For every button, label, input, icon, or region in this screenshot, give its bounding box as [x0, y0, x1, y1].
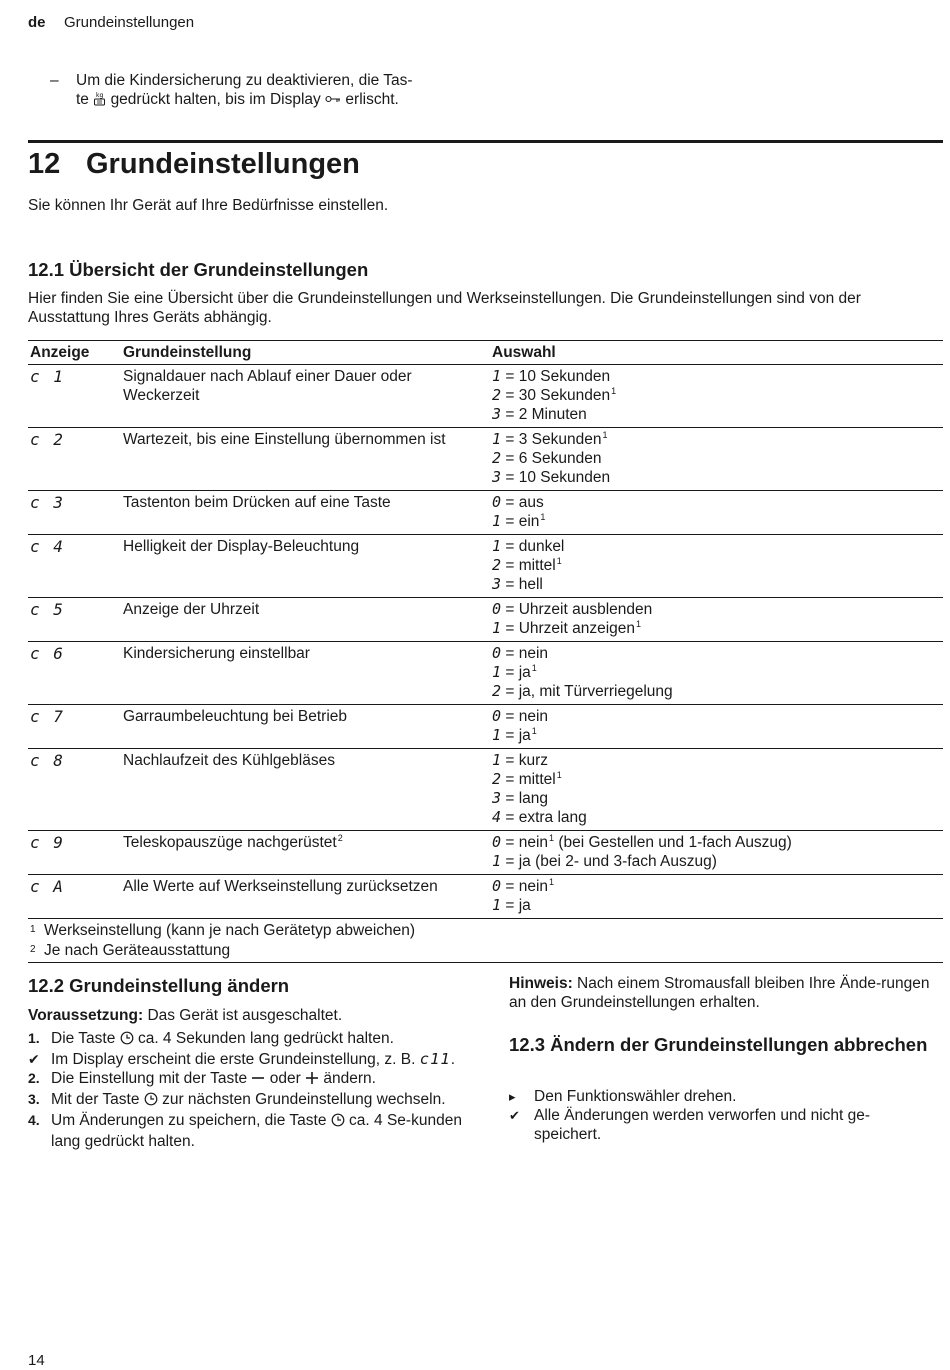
option-line [492, 468, 943, 487]
instruction-list [28, 1029, 468, 1151]
table-row [28, 428, 943, 491]
option-line [492, 512, 943, 531]
step-number: 1. [28, 1030, 40, 1046]
display-code: c 8 [28, 749, 121, 831]
step-text: Den Funktionswähler drehen. [534, 1088, 737, 1105]
option-line [492, 430, 943, 449]
option-text: = hell [505, 576, 543, 593]
display-code: c 6 [28, 642, 121, 705]
footnote-ref: 1 [611, 386, 617, 396]
option-key: 1 [492, 512, 502, 530]
chapter-intro: Sie können Ihr Gerät auf Ihre Bedürfnisse einstellen. [28, 197, 389, 214]
option-line [492, 707, 943, 726]
dash-marker: – [50, 72, 59, 89]
option-key: 0 [492, 644, 502, 662]
footnote-ref: 1 [556, 770, 562, 780]
option-line [492, 896, 943, 915]
option-line [492, 789, 943, 808]
step-text: ca. 4 Se-kunden lang gedrückt halten. [51, 1112, 462, 1150]
setting-description [121, 365, 490, 428]
instruction-step [28, 1029, 468, 1050]
option-text: = ein [505, 513, 540, 530]
column-header-anzeige: Anzeige [28, 341, 121, 365]
footnote-ref: 1 [602, 430, 608, 440]
clock-icon [120, 1031, 134, 1050]
step-number: 3. [28, 1091, 40, 1107]
minus-icon [251, 1071, 265, 1090]
option-key: 2 [492, 682, 502, 700]
table-row [28, 749, 943, 831]
table-row [28, 535, 943, 598]
options-cell [490, 365, 943, 428]
setting-description [121, 535, 490, 598]
option-text: = 30 Sekunden [505, 387, 611, 404]
setting-text: Helligkeit der Display-Beleuchtung [123, 538, 360, 555]
step-text: Die Taste [51, 1030, 120, 1047]
column-header-auswahl: Auswahl [490, 341, 943, 365]
option-key: 0 [492, 707, 502, 725]
step-number: 4. [28, 1112, 40, 1128]
option-extra: (bei Gestellen und 1-fach Auszug) [554, 834, 792, 851]
table-row [28, 642, 943, 705]
option-text: = nein [505, 834, 549, 851]
option-line [492, 852, 943, 871]
instruction-step [28, 1090, 468, 1111]
option-text: = ja, mit Türverriegelung [505, 683, 673, 700]
option-key: 1 [492, 367, 502, 385]
options-cell [490, 642, 943, 705]
setting-description [121, 749, 490, 831]
option-line [492, 644, 943, 663]
setting-text: Nachlaufzeit des Kühlgebläses [123, 752, 335, 769]
option-line [492, 663, 943, 682]
option-line [492, 726, 943, 745]
display-code: c 1 [28, 365, 121, 428]
option-key: 1 [492, 726, 502, 744]
option-key: 0 [492, 877, 502, 895]
chapter-title: Grundeinstellungen [86, 148, 360, 180]
table-row [28, 598, 943, 642]
options-cell [490, 598, 943, 642]
option-key: 0 [492, 833, 502, 851]
option-text: = mittel [505, 557, 556, 574]
option-text: = 10 Sekunden [505, 469, 611, 486]
setting-description [121, 642, 490, 705]
options-cell [490, 831, 943, 875]
option-line [492, 682, 943, 701]
step-text: Alle Änderungen werden verworfen und nicht ge-speichert. [534, 1107, 871, 1143]
option-text: = extra lang [505, 809, 587, 826]
svg-text:kg: kg [96, 92, 104, 99]
setting-text: Signaldauer nach Ablauf einer Dauer oder Weckerzeit [123, 368, 412, 404]
intro-line2-b: gedrückt halten, bis im Display [110, 91, 321, 108]
step-text: zur nächsten Grundeinstellung wechseln. [157, 1091, 446, 1108]
setting-description [121, 598, 490, 642]
footnote-ref: 1 [531, 726, 537, 736]
options-cell [490, 875, 943, 919]
footnotes [28, 919, 943, 963]
table-header-row [28, 341, 943, 365]
step-text: ändern. [319, 1070, 376, 1087]
options-cell [490, 535, 943, 598]
option-text: = aus [505, 494, 544, 511]
option-key: 2 [492, 556, 502, 574]
option-key: 3 [492, 405, 502, 423]
display-code: c 5 [28, 598, 121, 642]
instruction-step [28, 1069, 468, 1090]
option-line [492, 770, 943, 789]
setting-description [121, 705, 490, 749]
step-text: Mit der Taste [51, 1091, 144, 1108]
option-text: = Uhrzeit anzeigen [505, 620, 636, 637]
footnote-ref: 1 [636, 619, 642, 629]
step-text: . [450, 1051, 456, 1068]
prerequisite-text: Das Gerät ist ausgeschaltet. [147, 1007, 343, 1024]
cancel-instruction-list [509, 1087, 934, 1144]
instruction-step [28, 1050, 468, 1069]
option-line [492, 600, 943, 619]
option-text: = mittel [505, 771, 556, 788]
step-number: 2. [28, 1070, 40, 1086]
footnote-ref: 1 [556, 556, 562, 566]
prerequisite-label: Voraussetzung: [28, 1007, 144, 1024]
option-text: = 3 Sekunden [505, 431, 602, 448]
option-text: = ja [505, 664, 531, 681]
section-intro-12-1: Hier finden Sie eine Übersicht über die Grundeinstellungen und Werkseinstellungen. Die Grundeinstellungen sind von der Ausstattung Ihres Geräts abhängig. [28, 290, 861, 326]
footnote-ref: 1 [549, 833, 555, 843]
option-key: 0 [492, 493, 502, 511]
option-key: 3 [492, 575, 502, 593]
option-text: = ja [505, 897, 531, 914]
option-line [492, 405, 943, 424]
table-row [28, 365, 943, 428]
chapter-number: 12 [28, 148, 61, 180]
table-footnotes-row [28, 919, 943, 963]
option-line [492, 449, 943, 468]
option-line [492, 493, 943, 512]
footnote [30, 920, 943, 940]
option-text: = nein [505, 878, 549, 895]
option-key: 1 [492, 896, 502, 914]
option-key: 1 [492, 619, 502, 637]
footnote-mark: 1 [30, 924, 36, 935]
setting-description [121, 875, 490, 919]
intro-line2-c: erlischt. [345, 91, 399, 108]
option-line [492, 386, 943, 405]
setting-text: Anzeige der Uhrzeit [123, 601, 260, 618]
instruction-step [509, 1106, 934, 1144]
option-line [492, 833, 943, 852]
page-number: 14 [28, 1352, 45, 1369]
step-text: Um Änderungen zu speichern, die Taste [51, 1112, 331, 1129]
footnote-text: Je nach Geräteausstattung [44, 942, 231, 959]
option-text: = ja [505, 727, 531, 744]
option-key: 0 [492, 600, 502, 618]
column-header-grundeinstellung: Grundeinstellung [121, 341, 490, 365]
plus-icon [305, 1071, 319, 1090]
option-key: 1 [492, 663, 502, 681]
option-line [492, 556, 943, 575]
setting-description [121, 491, 490, 535]
section-heading-12-3: 12.3 Ändern der Grundeinstellungen abbrechen [509, 1034, 928, 1055]
header-title: Grundeinstellungen [64, 14, 195, 31]
intro-line2-a: te [76, 91, 89, 108]
hint-text: Nach einem Stromausfall bleiben Ihre Ände-rungen an den Grundeinstellungen erhalten. [509, 975, 930, 1011]
setting-description [121, 428, 490, 491]
option-line [492, 619, 943, 638]
step-text: Die Einstellung mit der Taste [51, 1070, 252, 1087]
prerequisite [28, 1006, 342, 1025]
arrow-right-icon: ▸ [509, 1089, 516, 1104]
setting-text: Wartezeit, bis eine Einstellung übernommen ist [123, 431, 446, 448]
table-row [28, 705, 943, 749]
settings-table [28, 340, 943, 963]
option-line [492, 537, 943, 556]
setting-text: Teleskopauszüge nachgerüstet [123, 834, 337, 851]
option-text: = lang [505, 790, 549, 807]
display-code: c 4 [28, 535, 121, 598]
section-heading-12-2: 12.2 Grundeinstellung ändern [28, 975, 290, 996]
footnote-ref: 1 [540, 512, 546, 522]
setting-text: Garraumbeleuchtung bei Betrieb [123, 708, 348, 725]
display-code: c 3 [28, 491, 121, 535]
section-heading-12-1: 12.1 Übersicht der Grundeinstellungen [28, 259, 369, 280]
option-key: 2 [492, 770, 502, 788]
option-line [492, 877, 943, 896]
header-language: de [28, 14, 46, 31]
option-key: 2 [492, 449, 502, 467]
options-cell [490, 428, 943, 491]
option-key: 1 [492, 430, 502, 448]
option-text: = Uhrzeit ausblenden [505, 601, 653, 618]
option-text: = 10 Sekunden [505, 368, 611, 385]
option-text: = kurz [505, 752, 548, 769]
option-key: 1 [492, 751, 502, 769]
hint-label: Hinweis: [509, 975, 573, 992]
option-line [492, 367, 943, 386]
option-line [492, 808, 943, 827]
setting-description [121, 831, 490, 875]
option-text: = dunkel [505, 538, 565, 555]
intro-line1: Um die Kindersicherung zu deaktivieren, die Tas- [76, 72, 413, 89]
table-row [28, 875, 943, 919]
display-code: c 9 [28, 831, 121, 875]
step-text: ca. 4 Sekunden lang gedrückt halten. [133, 1030, 394, 1047]
footnote-ref: 2 [337, 833, 343, 843]
option-key: 3 [492, 789, 502, 807]
check-icon: ✔ [28, 1051, 40, 1067]
footnote-ref: 1 [549, 877, 555, 887]
setting-text: Tastenton beim Drücken auf eine Taste [123, 494, 391, 511]
table-row [28, 491, 943, 535]
key-lock-icon [325, 90, 341, 109]
kg-key-icon [93, 91, 106, 111]
instruction-step [509, 1087, 934, 1106]
check-icon: ✔ [509, 1108, 520, 1123]
chapter-heading [28, 146, 360, 182]
options-cell [490, 749, 943, 831]
chapter-rule [28, 140, 943, 143]
option-line [492, 751, 943, 770]
instruction-step [28, 1111, 468, 1151]
option-text: = 2 Minuten [505, 406, 587, 423]
option-key: 1 [492, 852, 502, 870]
intro-step [50, 71, 470, 111]
option-key: 3 [492, 468, 502, 486]
setting-text: Kindersicherung einstellbar [123, 645, 310, 662]
setting-text: Alle Werte auf Werkseinstellung zurücksetzen [123, 878, 438, 895]
footnote [30, 940, 943, 960]
options-cell [490, 705, 943, 749]
option-text: = nein [505, 708, 549, 725]
option-text: = 6 Sekunden [505, 450, 602, 467]
step-text: Im Display erscheint die erste Grundeinstellung, z. B. [51, 1051, 420, 1068]
footnote-mark: 2 [30, 944, 36, 955]
options-cell [490, 491, 943, 535]
step-text: oder [265, 1070, 306, 1087]
clock-icon [144, 1092, 158, 1111]
option-key: 4 [492, 808, 502, 826]
display-code: c 7 [28, 705, 121, 749]
display-code: c A [28, 875, 121, 919]
display-code: c11 [419, 1050, 451, 1068]
option-key: 1 [492, 537, 502, 555]
table-row [28, 831, 943, 875]
option-text: = ja (bei 2- und 3-fach Auszug) [505, 853, 717, 870]
footnote-text: Werkseinstellung (kann je nach Gerätetyp abweichen) [44, 922, 416, 939]
option-text: = nein [505, 645, 549, 662]
option-line [492, 575, 943, 594]
clock-icon [331, 1113, 345, 1132]
display-code: c 2 [28, 428, 121, 491]
option-key: 2 [492, 386, 502, 404]
hint-note [509, 974, 934, 1012]
footnote-ref: 1 [531, 663, 537, 673]
